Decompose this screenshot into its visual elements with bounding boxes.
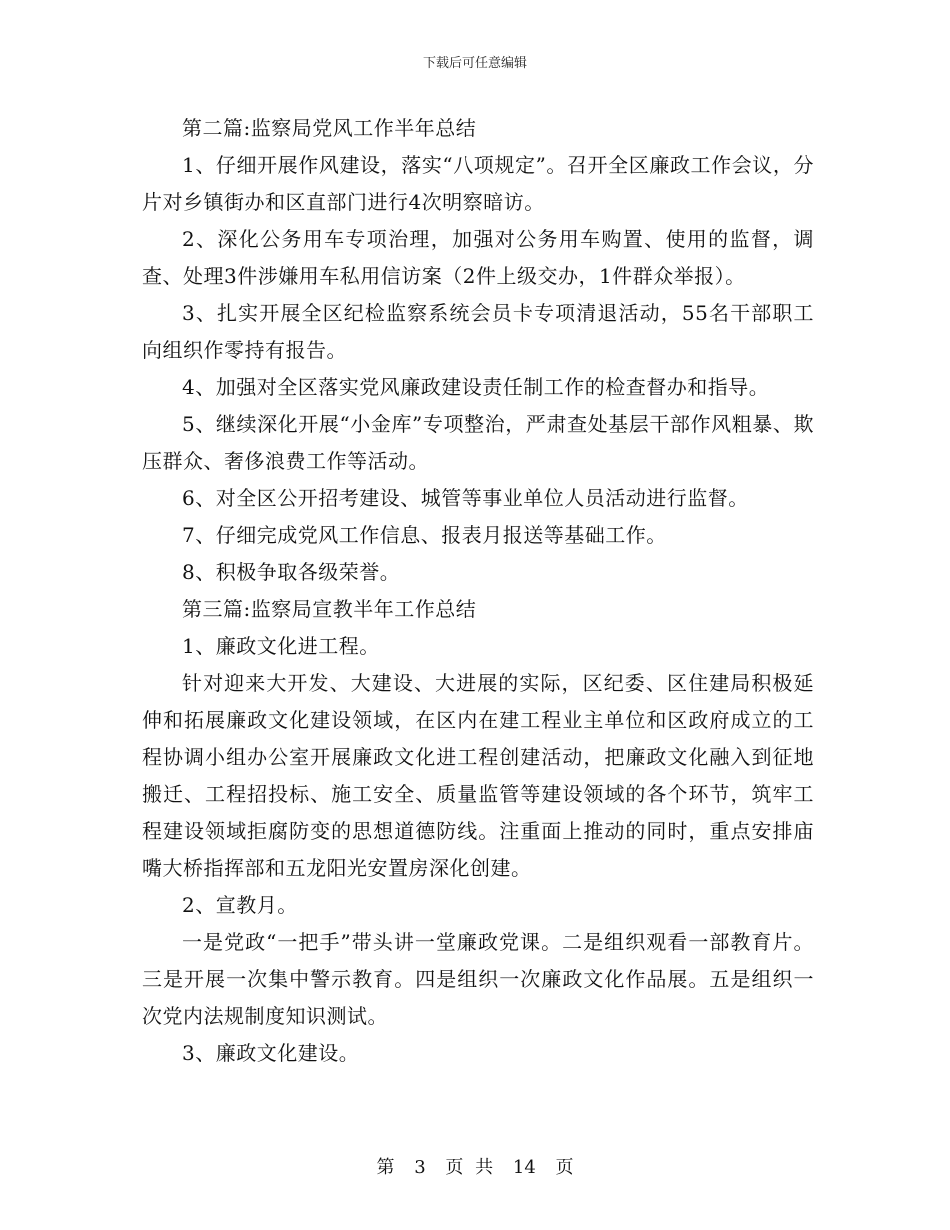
paragraph: 针对迎来大开发、大建设、大进展的实际，区纪委、区住建局积极延伸和拓展廉政文化建设领域，在区内在建工程业主单位和区政府成立的工程协调小组办公室开展廉政文化进工程创建活动，把廉政文化融入到征地搬迁、工程招投标、施工安全、质量监管等建设领域的各个环节，筑牢工程建设领域拒腐防变的思想道德防线。注重面上推动的同时，重点安排庙嘴大桥指挥部和五龙阳光安置房深化创建。 <box>142 671 814 880</box>
page-total: 14 <box>512 1157 536 1178</box>
paragraph: 8、积极争取各级荣誉。 <box>182 560 401 584</box>
paragraph: 1、仔细开展作风建设，落实“八项规定”。召开全区廉政工作会议，分片对乡镇街办和区直部门进行4次明察暗访。 <box>142 153 814 214</box>
paragraph: 2、宣教月。 <box>182 893 298 917</box>
section-title-2: 第二篇:监察局党风工作半年总结 <box>182 116 477 140</box>
paragraph: 一是党政“一把手”带头讲一堂廉政党课。二是组织观看一部教育片。三是开展一次集中警示教育。四是组织一次廉政文化作品展。五是组织一次党内法规制度知识测试。 <box>142 930 814 1028</box>
paragraph: 5、继续深化开展“小金库”专项整治，严肃查处基层干部作风粗暴、欺压群众、奢侈浪费工作等活动。 <box>142 412 814 473</box>
page-footer <box>0 1153 950 1179</box>
paragraph: 2、深化公务用车专项治理，加强对公务用车购置、使用的监督，调查、处理3件涉嫌用车私用信访案（2件上级交办，1件群众举报）。 <box>142 227 814 288</box>
paragraph: 4、加强对全区落实党风廉政建设责任制工作的检查督办和指导。 <box>182 375 770 399</box>
paragraph: 1、廉政文化进工程。 <box>182 634 380 658</box>
paragraph: 3、扎实开展全区纪检监察系统会员卡专项清退活动，55名干部职工向组织作零持有报告。 <box>142 301 814 362</box>
section-title-3: 第三篇:监察局宣教半年工作总结 <box>182 597 477 621</box>
page-current: 3 <box>414 1157 426 1178</box>
page-suffix: 页 <box>555 1157 574 1178</box>
page-mid: 页 共 <box>445 1157 494 1178</box>
paragraph: 7、仔细完成党风工作信息、报表月报送等基础工作。 <box>182 523 667 547</box>
page-prefix: 第 <box>376 1157 395 1178</box>
page-header-note: 下载后可任意编辑 <box>422 56 527 71</box>
paragraph: 3、廉政文化建设。 <box>182 1041 360 1065</box>
paragraph: 6、对全区公开招考建设、城管等事业单位人员活动进行监督。 <box>182 486 749 510</box>
document-body <box>142 110 814 1072</box>
